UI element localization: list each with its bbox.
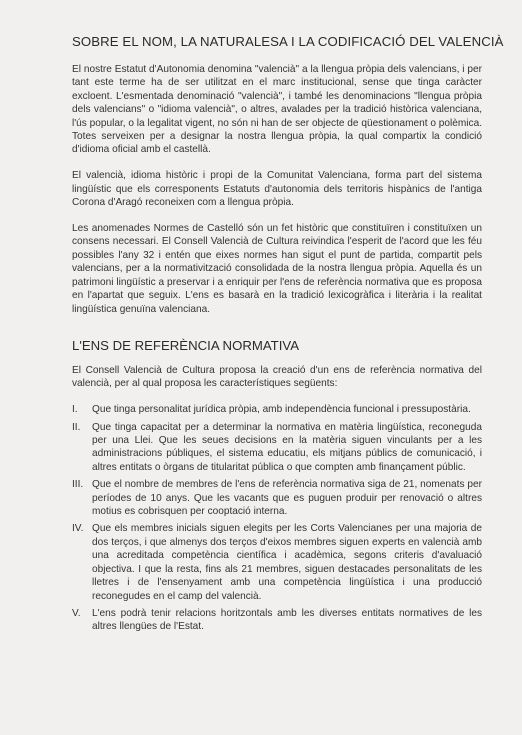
list-item: [72, 421, 482, 475]
list-item-number: I.: [72, 404, 78, 416]
requirements-list: [72, 403, 482, 634]
list-item-number: III.: [72, 479, 84, 491]
list-item-number: V.: [72, 607, 81, 619]
list-item: [72, 607, 482, 634]
section-intro: El Consell Valencià de Cultura proposa la creació d'un ens de referència normativa del valencià, per al qual proposa les característiques següents:: [72, 364, 482, 390]
paragraph-1: El nostre Estatut d'Autonomia denomina "valencià" a la llengua pròpia dels valencians, i per tant este terme ha de ser utilitzat en el marc institucional, sense que tinga caràcter excloent. L'esmentada denominació "valencià", i també les denominacions "llengua pròpia dels valencians" o "idioma valencià", o altres, avalades per la tradició històrica valenciana, l'ús popular, o la legalitat vigent, no són ni han de ser objecte de qüestionament o polèmica. Totes serveixen per a designar la nostra llengua pròpia, la qual compartix la condició d'idioma oficial amb el castellà.: [72, 64, 482, 156]
list-item-text: Que el nombre de membres de l'ens de referència normativa siga de 21, nomenats per períodes de 10 anys. Que les vacants que es puguen produir per renovació o altres motius es cobrisquen per cooptació interna.: [92, 479, 482, 518]
section-title: L'ENS DE REFERÈNCIA NORMATIVA: [72, 337, 299, 353]
list-item-number: IV.: [72, 523, 84, 535]
paragraph-2: El valencià, idioma històric i propi de la Comunitat Valenciana, forma part del sistema lingüístic que els corresponents Estatuts d'autonomia dels territoris hispànics de l'antiga Corona d'Aragó reconeixen com a llengua pròpia.: [72, 170, 482, 209]
list-item-text: Que els membres inicials siguen elegits per les Corts Valencianes per una majoria de dos terços, i que almenys dos terços d'eixos membres siguen experts en valencià amb una acreditada competència científica i acadèmica, segons criteris d'avaluació objectiva. I que la resta, fins als 21 membres, siguen destacades personalitats de les lletres i de l'ensenyament amb una competència lingüística i una producció reconegudes en el camp del valencià.: [92, 523, 482, 602]
list-item-text: Que tinga personalitat jurídica pròpia, amb independència funcional i pressupostària.: [92, 404, 471, 416]
document-title: SOBRE EL NOM, LA NATURALESA I LA CODIFICACIÓ DEL VALENCIÀ: [72, 34, 504, 49]
list-item-text: L'ens podrà tenir relacions horitzontals amb les diverses entitats normatives de les altres llengües de l'Estat.: [92, 607, 482, 633]
list-item-number: II.: [72, 421, 81, 433]
list-item: [72, 522, 482, 602]
list-item: [72, 403, 482, 416]
list-item-text: Que tinga capacitat per a determinar la normativa en matèria lingüística, reconeguda per una Llei. Que les seues decisions en la matèria siguen vinculants per a les administracions públiques, el sistema educatiu, els mitjans públics de comunicació, i altres entitats o òrgans de titularitat pública o que compten amb finançament públic.: [92, 421, 482, 473]
paragraph-3: Les anomenades Normes de Castelló són un fet històric que constituïren i constituïxen un consens necessari. El Consell Valencià de Cultura reivindica l'esperit de l'acord que les féu possibles l'any 32 i entén que eixes normes han sigut el punt de partida, compartit pels valencians, per a la normativització consolidada de la nostra llengua pròpia. Aquella és un patrimoni lingüístic a preservar i a enriquir per l'ens de referència normativa que es proposa en l'apartat que seguix. L'ens es basarà en la tradició lexicogràfica i literària i la realitat lingüística genuïna valenciana.: [72, 223, 482, 315]
list-item: [72, 478, 482, 518]
